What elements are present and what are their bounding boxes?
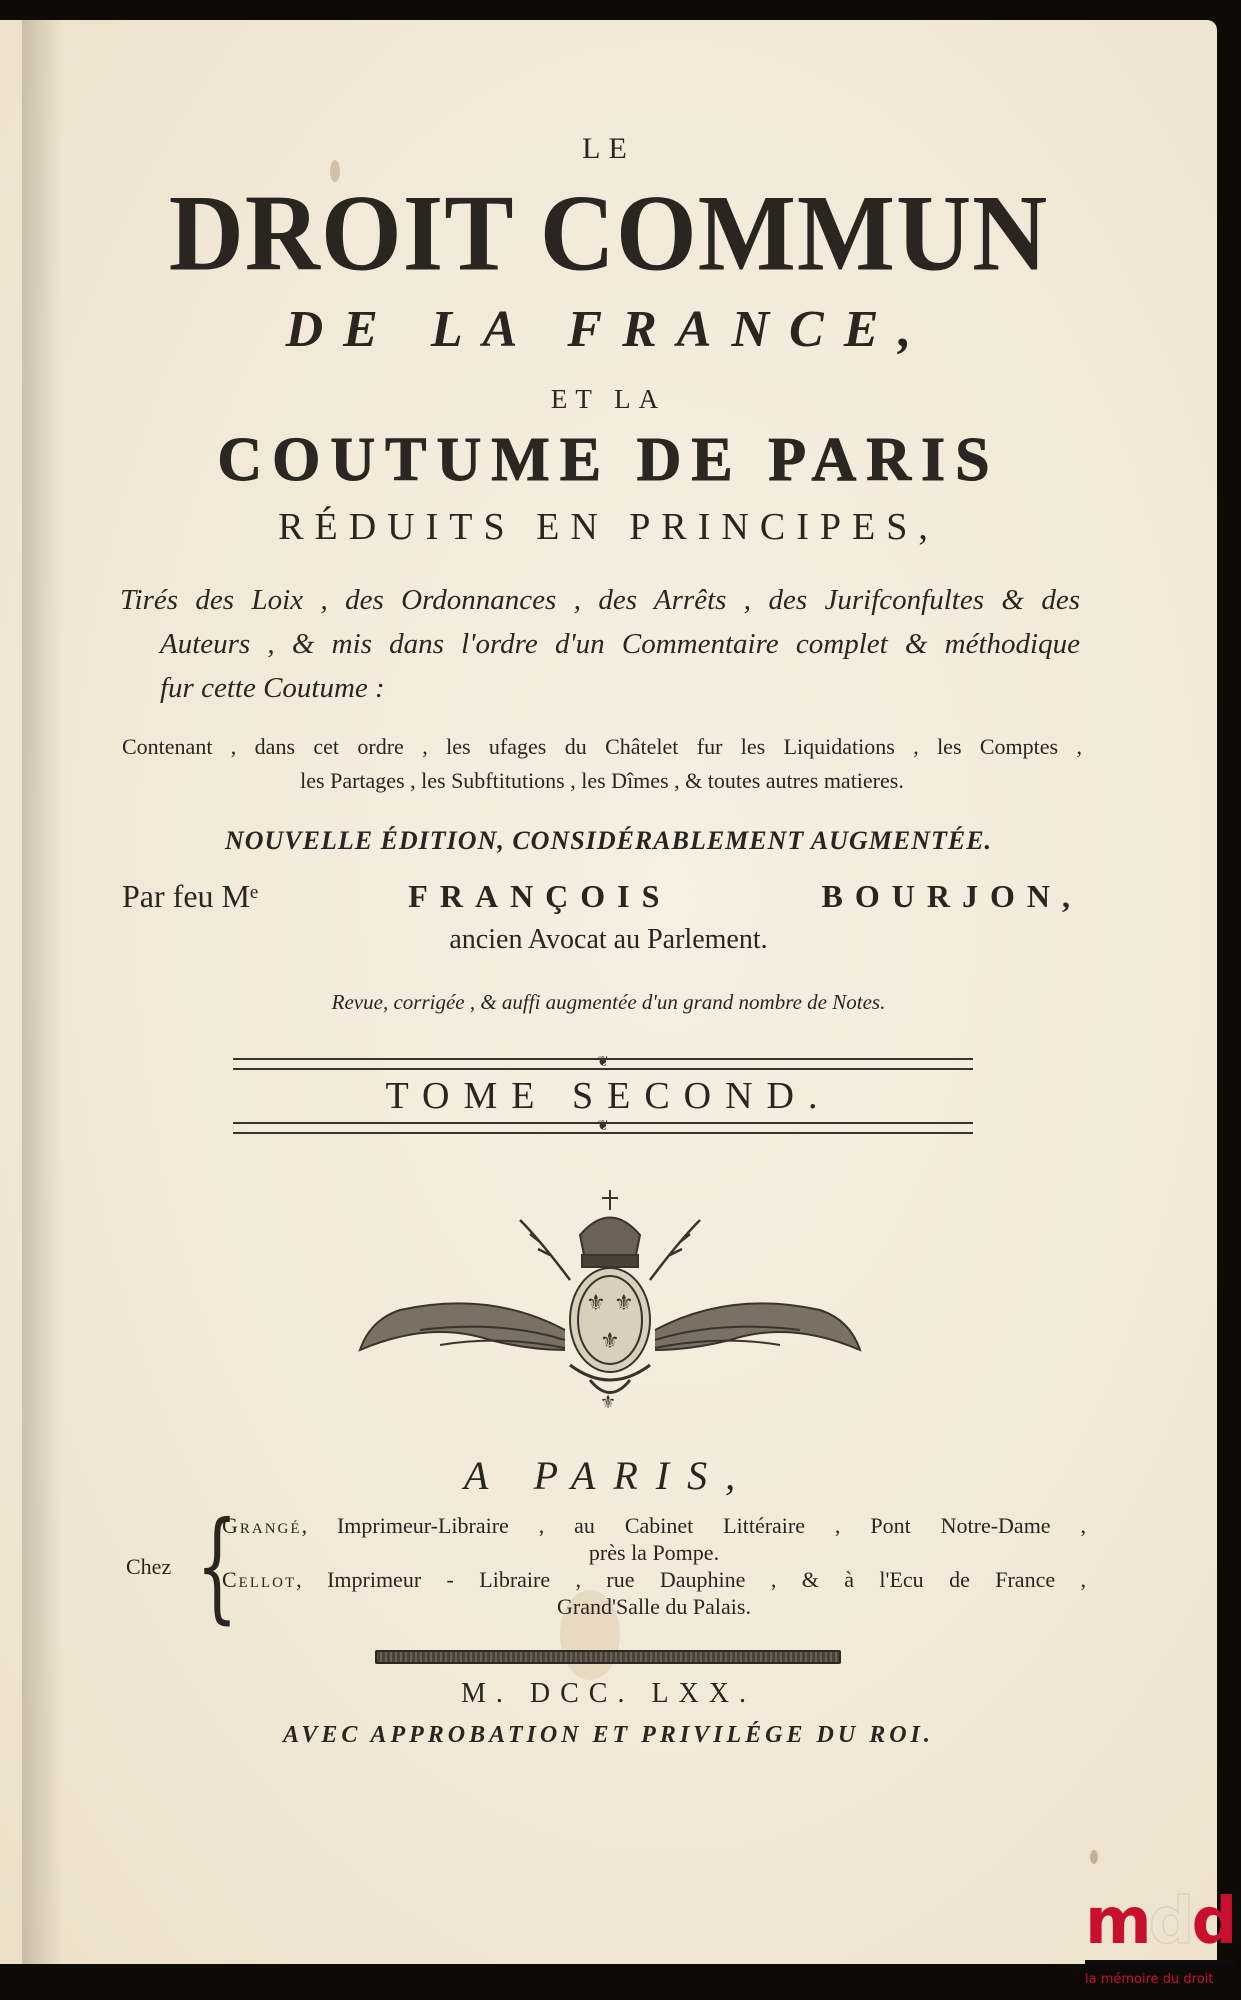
publisher-address-line2: Grand'Salle du Palais. <box>557 1594 751 1619</box>
rule-ornament-icon: ❦ <box>597 1119 609 1134</box>
contents-line: Contenant , dans cet ordre , les ufages du Châtelet fur les Liquidations , les Comptes , <box>122 734 1082 759</box>
title-droit-commun: DROIT COMMUN <box>168 173 1049 294</box>
ornamental-rule-bottom <box>233 1119 973 1134</box>
publisher-address-line2: près la Pompe. <box>588 1540 720 1565</box>
author-prefix: Par feu Mᵉ <box>122 878 259 914</box>
publication-year: M. DCC. LXX. <box>460 1678 756 1709</box>
svg-text:⚜: ⚜ <box>600 1392 617 1410</box>
contents-line: les Partages , les Subftitutions , les Dîmes , & toutes autres matieres. <box>300 768 904 793</box>
svg-text:⚜: ⚜ <box>586 1290 606 1315</box>
svg-text:⚜: ⚜ <box>600 1328 620 1353</box>
publisher-address: , Imprimeur-Libraire , au Cabinet Littéraire , Pont Notre-Dame , <box>301 1513 1086 1538</box>
foxing-stain <box>1090 1850 1098 1864</box>
royal-privilege: AVEC APPROBATION ET PRIVILÉGE DU ROI. <box>283 1722 934 1748</box>
publisher-line <box>222 1512 1086 1539</box>
publishers-block <box>126 1497 1086 1636</box>
author-line <box>122 878 1082 915</box>
publisher-name: Grangé <box>222 1513 302 1538</box>
logo-wordmark <box>1085 1885 1235 1959</box>
title-de-la-france: DE LA FRANCE, <box>285 301 932 358</box>
rule-ornament-icon: ❦ <box>597 1055 609 1070</box>
edition-statement: NOUVELLE ÉDITION, CONSIDÉRABLEMENT AUGMENTÉE. <box>224 826 993 855</box>
publisher-line <box>222 1566 1086 1593</box>
royal-crest-ornament-icon <box>340 1180 880 1410</box>
logo-letter-d: d <box>1191 1885 1235 1959</box>
ornamental-rule-top <box>233 1055 973 1070</box>
author-first-name: FRANÇOIS <box>408 878 672 914</box>
subtitle-line: Tirés des Loix , des Ordonnances , des Arrêts , des Jurifconfultes & des <box>120 584 1080 616</box>
title-reduits-en-principes: RÉDUITS EN PRINCIPES, <box>278 506 939 548</box>
author-title: ancien Avocat au Parlement. <box>449 924 768 955</box>
logo-tagline: la mémoire du droit <box>1085 1972 1214 1987</box>
imprint-place: A PARIS, <box>463 1453 754 1498</box>
ornamental-bar <box>375 1650 841 1664</box>
subtitle-line: fur cette Coutume : <box>160 672 385 704</box>
svg-text:⚜: ⚜ <box>614 1290 634 1315</box>
contents-description <box>122 730 1082 798</box>
subtitle-line: Auteurs , & mis dans l'ordre d'un Commentaire complet & méthodique <box>160 628 1080 660</box>
subtitle-italic <box>120 578 1080 710</box>
logo-letter-m: m <box>1085 1885 1149 1959</box>
publisher-name: Cellot <box>222 1567 297 1592</box>
curly-brace-icon: { <box>196 1497 238 1636</box>
volume-label: TOME SECOND. <box>385 1075 832 1117</box>
publisher-address: , Imprimeur - Libraire , rue Dauphine , & à l'Ecu de France , <box>296 1567 1086 1592</box>
revision-note: Revue, corrigée , & auffi augmentée d'un grand nombre de Notes. <box>331 990 886 1014</box>
author-last-name: BOURJON, <box>821 878 1082 914</box>
mdd-watermark-logo <box>1085 1885 1241 2000</box>
title-coutume-de-paris: COUTUME DE PARIS <box>217 426 1000 494</box>
title-et-la: ET LA <box>550 384 667 414</box>
title-le: LE <box>582 132 635 165</box>
logo-bar <box>1085 1960 1235 1966</box>
chez-label: Chez <box>126 1554 172 1579</box>
logo-letter-d-outline: d <box>1148 1885 1192 1959</box>
